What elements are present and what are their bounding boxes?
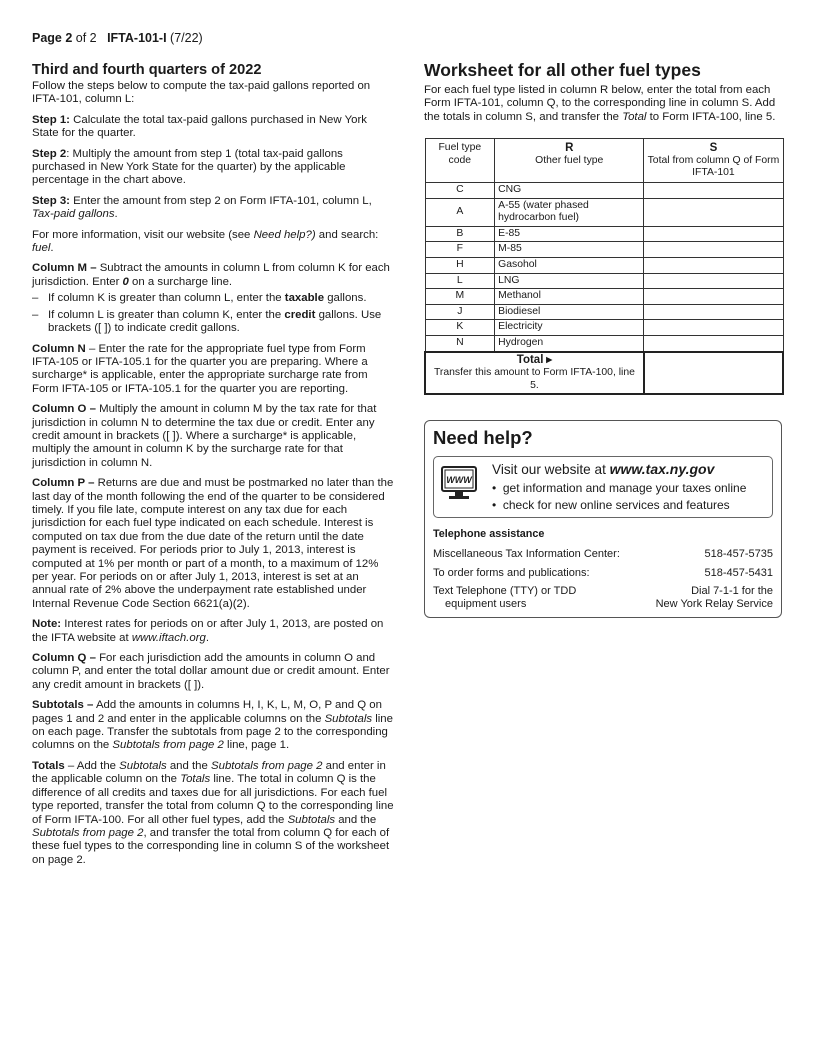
worksheet-section (424, 60, 786, 395)
worksheet-row (425, 289, 783, 305)
fuel-type-cell: E-85 (495, 226, 644, 242)
page-of: of 2 (72, 31, 97, 45)
column-m-dash-1 (32, 292, 394, 305)
tel-label: Miscellaneous Tax Information Center: (433, 548, 620, 560)
column-s-amount-field[interactable] (644, 289, 783, 305)
column-s-amount-field[interactable] (644, 242, 783, 258)
more-info-b: and search: (315, 228, 379, 241)
totals (32, 760, 394, 867)
fuel-type-cell: Electricity (495, 320, 644, 336)
totals-text-d: line. The total in column Q is the difference of all credits and taxes due for all jurisdictions. For each fuel type reported, transfer the total from column Q to the corresponding line of Form IFTA-100. For all other fuel types, add the (32, 773, 394, 826)
step-2-label: Step 2 (32, 147, 67, 160)
subtotals-italic-b: Subtotals from page 2 (112, 739, 224, 752)
header-column-s (644, 139, 783, 183)
fuel-code-cell: A (425, 198, 495, 226)
totals-italic-a: Subtotals (119, 759, 167, 772)
column-m (32, 262, 394, 289)
monitor-label: WWW (446, 475, 472, 485)
subtotals-italic-a: Subtotals (324, 712, 373, 725)
worksheet-row (425, 257, 783, 273)
column-q-label: Column Q – (32, 652, 96, 665)
worksheet-row (425, 335, 783, 351)
column-q-text: For each jurisdiction add the amounts in column O and column P, and enter the total dollar amount due or credit amount. Enter any credit amount in brackets ([ ]). (32, 652, 390, 691)
more-info (32, 229, 394, 256)
totals-italic-e: Subtotals from page 2 (32, 826, 144, 839)
column-r-letter: R (565, 142, 574, 155)
note (32, 618, 394, 645)
fuel-code-cell: F (425, 242, 495, 258)
step-3-label: Step 3: (32, 194, 70, 207)
worksheet-body (425, 183, 783, 352)
totals-italic-d: Subtotals (287, 813, 336, 826)
column-n (32, 343, 394, 397)
page-label: Page 2 (32, 31, 73, 45)
worksheet-intro-b: to Form IFTA-100, line 5. (646, 110, 776, 123)
column-s-amount-field[interactable] (644, 335, 783, 351)
column-p-text: Returns are due and must be postmarked no later than the last day of the month following the end of the quarter to be considered timely. If you file late, compute interest on any tax due for each jurisdiction for each fuel type indicated on each schedule. Interest is computed on tax due from the due date of the return until the date payment is received. For periods prior to July 1, 2013, interest is computed at 1% per month or part of a month, to a maximum of 12% per year. For periods on or after July 1, 2013, interest is set at an annual rate of 2% above the underpayment rate established under Internal Revenue Code Section 6621(a)(2). (32, 477, 394, 610)
fuel-code-cell: B (425, 226, 495, 242)
fuel-code-cell: N (425, 335, 495, 351)
fuel-code-cell: H (425, 257, 495, 273)
worksheet-header-row (425, 139, 783, 183)
total-label: Total (516, 353, 544, 366)
totals-text-c: and enter in the applicable column on the (32, 759, 386, 786)
tel-number: 518-457-5735 (704, 548, 773, 560)
step-1 (32, 114, 394, 141)
totals-italic-b: Subtotals from page 2 (211, 759, 323, 772)
worksheet-intro-a: For each fuel type listed in column R below, enter the total from each Form IFTA-101, column Q, to the corresponding line in column S. Add the totals in column S, and transfer the (424, 84, 776, 123)
column-n-label: Column N (32, 342, 86, 355)
worksheet-title: Worksheet for all other fuel types (424, 60, 701, 80)
total-value-field[interactable] (644, 352, 783, 395)
fuel-code-cell: M (425, 289, 495, 305)
column-s-amount-field[interactable] (644, 320, 783, 336)
tel-number: 518-457-5431 (704, 566, 773, 579)
fuel-code-cell: L (425, 273, 495, 289)
totals-text-f: , and transfer the total from column Q for each of these fuel types to the corresponding line in column S of the worksheet on page 2. (32, 826, 390, 866)
header-column-r (495, 139, 644, 183)
telephone-title: Telephone assistance (433, 528, 545, 540)
tty-label-b: equipment users (445, 597, 527, 610)
intro-paragraph: Follow the steps below to compute the tax-paid gallons reported on IFTA-101, column L: (32, 80, 371, 106)
worksheet-row (425, 273, 783, 289)
step-3-italic: Tax-paid gallons (32, 208, 115, 221)
note-end: . (205, 631, 210, 644)
column-m-text-a: Subtract the amounts in column L from column K for each jurisdiction. Enter (32, 262, 390, 288)
bullet-icon: • (492, 481, 497, 495)
instructions-column (32, 60, 394, 874)
need-help-title: Need help? (433, 427, 533, 448)
column-s-letter: S (709, 142, 718, 155)
worksheet-row (425, 226, 783, 242)
total-label-cell (425, 352, 644, 395)
tty-value (656, 585, 773, 610)
fuel-type-cell: CNG (495, 183, 644, 199)
fuel-type-cell: Gasohol (495, 257, 644, 273)
step-2-text: : Multiply the amount from step 1 (total tax-paid gallons purchased in New York State for the quarter) by the applicable percentage in the chart above. (32, 147, 346, 187)
column-m-text-b: on a surcharge line. (128, 275, 233, 288)
bullet-icon: • (492, 497, 497, 512)
fuel-type-cell: Biodiesel (495, 304, 644, 320)
subtotals (32, 699, 394, 753)
dash-glyph: – (32, 308, 39, 321)
step-2 (32, 148, 394, 188)
subtotals-text-c: line, page 1. (223, 739, 290, 752)
column-s-amount-field[interactable] (644, 304, 783, 320)
dash-2-b: gallons. Use brackets ([ ]) to indicate credit gallons. (48, 308, 382, 335)
column-s-text: Total from column Q of Form IFTA-101 (647, 154, 780, 179)
header-fuel-code: Fuel type code (425, 139, 495, 183)
worksheet-row (425, 320, 783, 336)
totals-text-e: and the (335, 813, 377, 826)
column-s-amount-field[interactable] (644, 226, 783, 242)
fuel-type-cell: M-85 (495, 242, 644, 258)
dash-2-a: If column L is greater than column K, enter the (48, 308, 285, 321)
tty-value-b: New York Relay Service (655, 597, 773, 610)
tty-label (433, 585, 576, 610)
worksheet-intro (424, 84, 786, 124)
monitor-icon (440, 465, 478, 506)
need-help-box (424, 420, 782, 618)
step-3 (32, 195, 394, 222)
column-m-dash-2 (32, 309, 394, 336)
website-bullet-1 (492, 480, 772, 497)
tty-row (433, 585, 773, 610)
page-header (32, 31, 203, 45)
fuel-type-cell: Methanol (495, 289, 644, 305)
worksheet-table (424, 138, 784, 395)
fuel-code-cell: K (425, 320, 495, 336)
worksheet-row (425, 242, 783, 258)
more-info-italic: Need help?) (253, 228, 316, 241)
worksheet-row (425, 183, 783, 199)
column-r-text: Other fuel type (535, 154, 604, 166)
dash-1-bold: taxable (284, 292, 325, 305)
website-box (433, 456, 773, 518)
bullet-2-text: check for new online services and features (502, 497, 730, 512)
step-3-text: Enter the amount from step 2 on Form IFTA-101, column L, (69, 194, 372, 207)
dash-2-bold: credit (284, 308, 316, 321)
more-info-search: fuel (32, 242, 51, 255)
column-m-zero: 0 (122, 275, 129, 288)
form-revision: (7/22) (166, 31, 203, 45)
worksheet-total-row (425, 352, 783, 395)
website-text: Visit our website at (492, 462, 610, 477)
iftach-link[interactable]: www.iftach.org (131, 631, 206, 644)
website-line (492, 461, 772, 477)
subtotals-text-a: Add the amounts in columns H, I, K, L, M, O, P and Q on pages 1 and 2 and enter in the applicable columns on the (32, 699, 382, 725)
dash-glyph: – (32, 292, 39, 305)
fuel-code-cell: C (425, 183, 495, 199)
worksheet-intro-italic: Total (622, 110, 647, 123)
column-n-text: – Enter the rate for the appropriate fuel type from Form IFTA-105 or IFTA-105.1 for the quarter you are preparing. Where a surcharge* is applicable, enter the appropriate surcharge rate from Form IFTA-105 or IFTA-105.1 for the quarter you are reporting. (32, 342, 368, 395)
fuel-type-cell: Hydrogen (495, 335, 644, 351)
column-p-label: Column P – (32, 477, 95, 490)
subtotals-text-b: line on each page. Transfer the subtotals from page 2 to the corresponding columns on the (32, 712, 393, 752)
step-3-end: . (114, 208, 118, 221)
column-s-amount-field[interactable] (644, 273, 783, 289)
tty-value-a: Dial 7-1-1 for the (691, 585, 773, 598)
bullet-1-text: get information and manage your taxes online (502, 481, 747, 495)
fuel-type-cell: A-55 (water phased hydrocarbon fuel) (495, 198, 644, 226)
form-id: IFTA-101-I (107, 31, 167, 45)
totals-text-b: and the (166, 759, 212, 772)
column-s-amount-field[interactable] (644, 257, 783, 273)
totals-text-a: – Add the (64, 759, 120, 772)
section-title: Third and fourth quarters of 2022 (32, 62, 262, 78)
more-info-a: For more information, visit our website (see (32, 228, 254, 241)
total-note: Transfer this amount to Form IFTA-100, line 5. (433, 367, 635, 391)
tty-label-a: Text Telephone (TTY) or TDD (433, 585, 577, 598)
totals-italic-c: Totals (180, 773, 211, 786)
tel-label: To order forms and publications: (433, 566, 590, 579)
totals-label: Totals (32, 759, 65, 772)
subtotals-label: Subtotals – (32, 699, 94, 712)
fuel-type-cell: LNG (495, 273, 644, 289)
column-s-amount-field[interactable] (644, 198, 783, 226)
dash-1-b: gallons. (324, 292, 367, 305)
tel-row (433, 567, 773, 580)
note-label: Note: (32, 618, 62, 631)
column-q (32, 652, 394, 692)
column-m-label: Column M – (32, 262, 97, 275)
website-bullet-2 (492, 497, 772, 514)
fuel-code-cell: J (425, 304, 495, 320)
column-o-label: Column O – (32, 403, 96, 416)
website-link[interactable]: www.tax.ny.gov (609, 461, 715, 477)
column-o-text: Multiply the amount in column M by the tax rate for that jurisdiction in column N to determine the tax due or credit. Enter any credit amount in brackets ([ ]). Where a surcharge* is applicable, multiply the amount in column K by the surcharge rate for that jurisdiction in column N. (32, 403, 377, 469)
tel-row (433, 548, 773, 561)
step-1-label: Step 1: (32, 113, 70, 126)
note-text: Interest rates for periods on or after July 1, 2013, are posted on the IFTA website at (32, 618, 384, 644)
more-info-end: . (50, 242, 54, 255)
column-o (32, 403, 394, 470)
arrow-right-icon: ▸ (546, 353, 553, 366)
worksheet-row (425, 198, 783, 226)
step-1-text: Calculate the total tax-paid gallons purchased in New York State for the quarter. (32, 113, 367, 140)
column-p (32, 477, 394, 611)
dash-1-a: If column K is greater than column L, enter the (48, 292, 285, 305)
column-s-amount-field[interactable] (644, 183, 783, 199)
worksheet-row (425, 304, 783, 320)
